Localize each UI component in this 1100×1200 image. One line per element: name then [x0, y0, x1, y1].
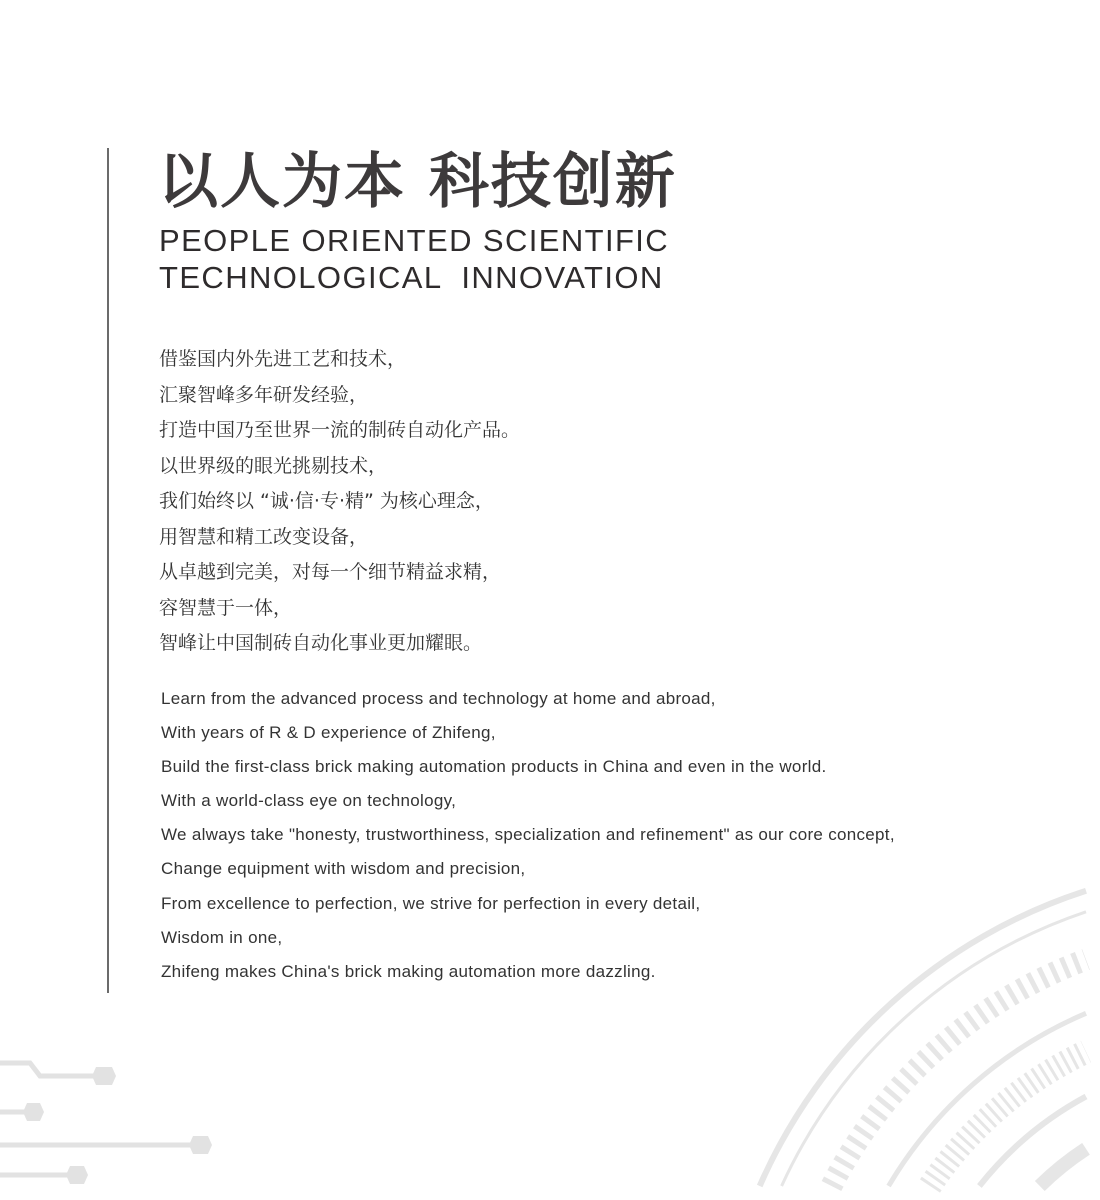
gear-arc — [979, 1097, 1086, 1187]
text-line: Learn from the advanced process and technology at home and abroad, — [161, 689, 716, 708]
text-line: With years of R & D experience of Zhifeng, — [161, 723, 496, 743]
text-line: 用智慧和精工改变设备， — [159, 525, 369, 548]
text-line: 以世界级的眼光挑剔技术， — [159, 454, 388, 477]
text-line: Build the first-class brick making automation products in China and even in the world. — [161, 757, 827, 777]
page-title: 以人为本 科技创新 — [158, 147, 677, 217]
text-line: 从卓越到完美，对每一个细节精益求精， — [159, 561, 502, 583]
page-subtitle — [159, 222, 669, 296]
text-line: With a world-class eye on technology, — [161, 791, 457, 811]
gear-arc — [889, 1013, 1086, 1186]
subtitle-line: TECHNOLOGICAL INNOVATION — [159, 260, 664, 295]
text-line: 借鉴国内外先进工艺和技术， — [159, 348, 407, 370]
subtitle-line: PEOPLE ORIENTED SCIENTIFIC — [159, 223, 670, 258]
text-line: 智峰让中国制砖自动化事业更加耀眼。 — [159, 632, 483, 654]
text-line: 打造中国乃至世界一流的制砖自动化产品。 — [159, 419, 521, 441]
text-line: 汇聚智峰多年研发经验， — [159, 383, 369, 406]
text-line: 容智慧于一体， — [159, 596, 293, 619]
text-line: 我们始终以 “诚·信·专·精” 为核心理念， — [159, 490, 494, 512]
english-paragraph — [161, 682, 895, 989]
text-line: Change equipment with wisdom and precision, — [161, 859, 526, 879]
text-line: Wisdom in one, — [161, 927, 283, 947]
chinese-paragraph — [159, 342, 520, 662]
gear-arc — [1040, 1149, 1086, 1186]
vertical-rule — [107, 148, 109, 993]
circuit-lines-graphic — [0, 1063, 212, 1184]
gear-arc — [832, 960, 1087, 1187]
text-line: From excellence to perfection, we strive for perfection in every detail, — [161, 893, 701, 913]
text-line: Zhifeng makes China's brick making automation more dazzling. — [161, 961, 656, 981]
text-line: We always take "honesty, trustworthiness, specialization and refinement" as our core concept, — [161, 825, 895, 845]
